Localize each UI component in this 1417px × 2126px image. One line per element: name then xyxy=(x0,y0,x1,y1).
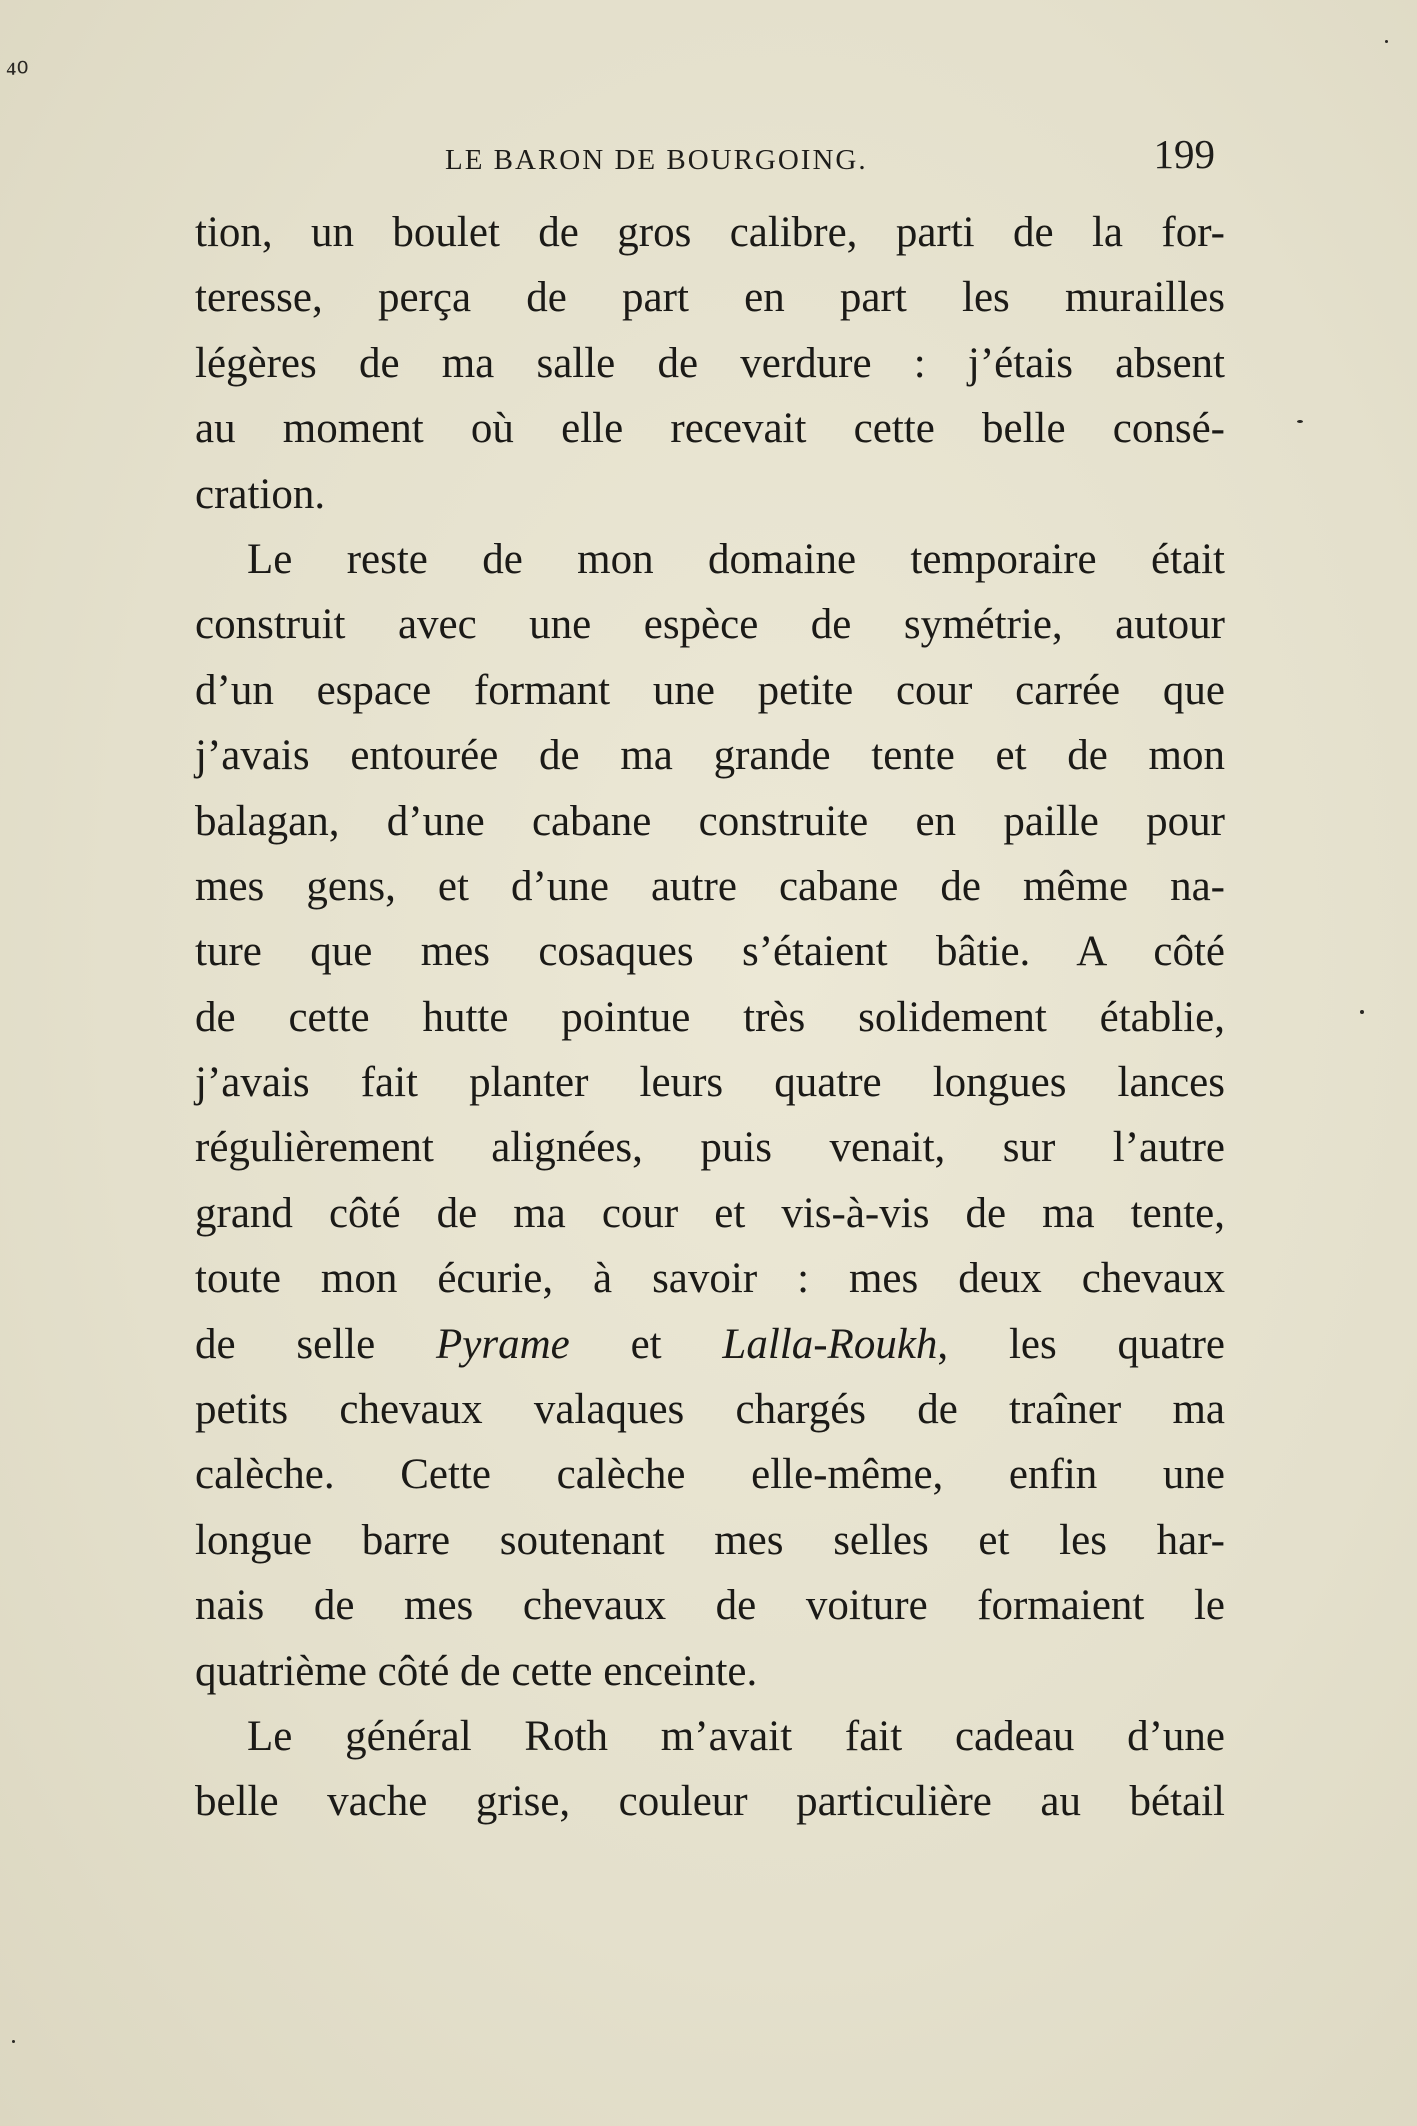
paper-speck xyxy=(1297,420,1303,423)
text-line: calèche. Cette calèche elle-même, enfin une xyxy=(195,1451,1225,1499)
paragraph-first-line: Le reste de mon domaine temporaire était xyxy=(247,535,1225,583)
text-line: belle vache grise, couleur particulière au bétail xyxy=(195,1778,1225,1826)
text-line: j’avais fait planter leurs quatre longues lances xyxy=(195,1059,1225,1107)
running-header xyxy=(195,131,1225,188)
line-segment: , les quatre xyxy=(937,1320,1225,1368)
text-line: de cette hutte pointue très solidement établie, xyxy=(195,993,1225,1041)
text-line: ture que mes cosaques s’étaient bâtie. A côté xyxy=(195,928,1225,976)
text-line: nais de mes chevaux de voiture formaient le xyxy=(195,1582,1225,1630)
text-line: j’avais entourée de ma grande tente et de mon xyxy=(195,732,1225,780)
text-line: quatrième côté de cette enceinte. xyxy=(195,1647,758,1695)
line-segment: et xyxy=(569,1320,723,1368)
horse-name-lalla-roukh: Lalla-Roukh xyxy=(722,1320,938,1368)
paper-speck xyxy=(1385,40,1388,43)
horse-name-pyrame: Pyrame xyxy=(436,1320,570,1368)
page-number: 199 xyxy=(1153,131,1215,177)
text-line: d’un espace formant une petite cour carrée que xyxy=(195,666,1225,714)
text-line: toute mon écurie, à savoir : mes deux chevaux xyxy=(195,1255,1225,1303)
paper-speck xyxy=(1360,1010,1364,1014)
text-line: grand côté de ma cour et vis-à-vis de ma tente, xyxy=(195,1189,1225,1237)
text-line: teresse, perça de part en part les murailles xyxy=(195,274,1225,322)
text-line-with-horse-names xyxy=(195,1312,1225,1377)
text-line: légères de ma salle de verdure : j’étais absent xyxy=(195,339,1225,387)
text-line: longue barre soutenant mes selles et les har- xyxy=(195,1516,1225,1564)
text-line: mes gens, et d’une autre cabane de même na- xyxy=(195,862,1225,910)
running-title: LE BARON DE BOURGOING. xyxy=(445,144,868,176)
text-line: balagan, d’une cabane construite en paille pour xyxy=(195,797,1225,845)
text-line: au moment où elle recevait cette belle consé- xyxy=(195,405,1225,453)
paper-speck xyxy=(12,2040,15,2043)
text-line: construit avec une espèce de symétrie, autour xyxy=(195,601,1225,649)
corner-mark: ⁴⁰ xyxy=(6,57,29,90)
line-segment: de selle xyxy=(195,1320,437,1368)
text-line: régulièrement alignées, puis venait, sur l’autre xyxy=(195,1124,1225,1172)
text-line: petits chevaux valaques chargés de traîner ma xyxy=(195,1386,1225,1434)
body-text xyxy=(195,200,1225,1835)
paragraph-first-line: Le général Roth m’avait fait cadeau d’une xyxy=(247,1712,1225,1760)
text-line: cration. xyxy=(195,470,326,518)
text-line: tion, un boulet de gros calibre, parti de la for- xyxy=(195,209,1225,256)
